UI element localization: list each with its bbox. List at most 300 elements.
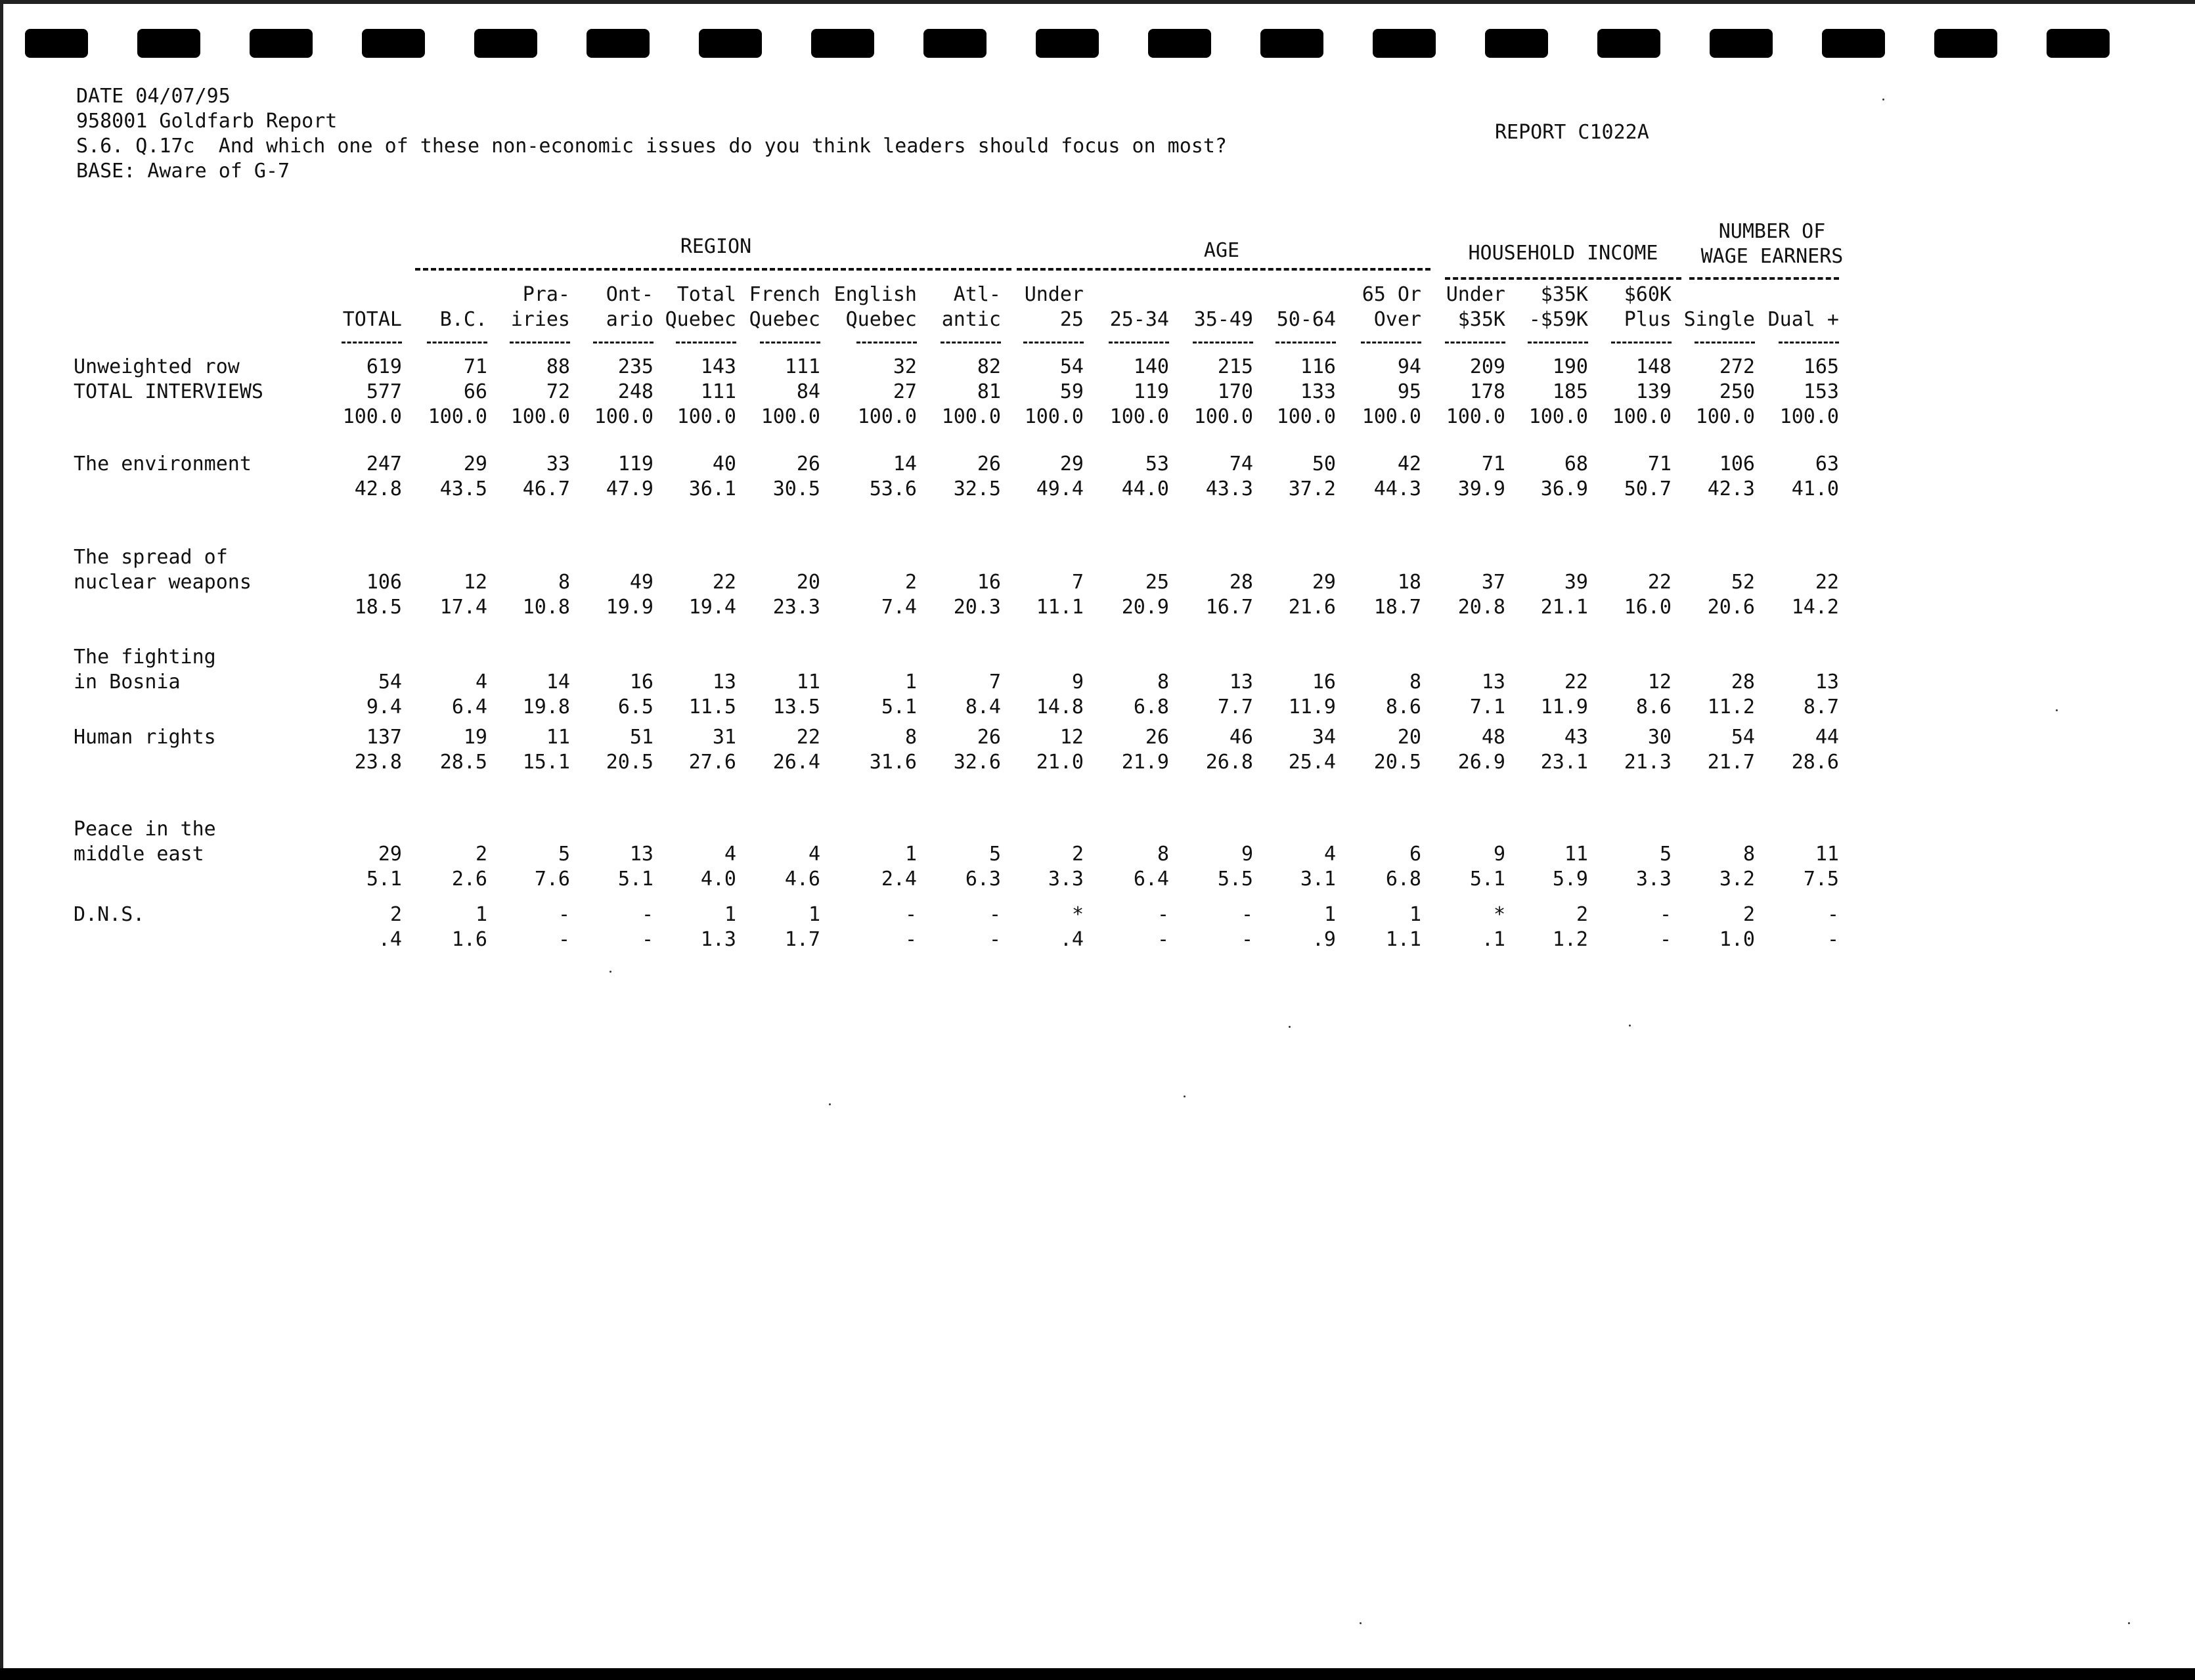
table-cell: 5.1 (366, 868, 402, 891)
table-cell: 170 (1217, 380, 1253, 403)
table-cell: 11 (1564, 843, 1588, 866)
table-cell: 29 (463, 453, 487, 475)
table-cell: 137 (366, 726, 402, 749)
table-cell: 22 (796, 726, 820, 749)
table-cell: 1.2 (1552, 928, 1588, 951)
table-cell: 100.0 (1779, 405, 1839, 428)
table-cell: 185 (1552, 380, 1588, 403)
table-cell: 11 (796, 671, 820, 694)
table-cell: 7.6 (534, 868, 570, 891)
column-header: Atl- antic (941, 283, 1001, 331)
table-cell: 13 (1481, 671, 1505, 694)
table-cell: - (1827, 928, 1839, 951)
table-cell: 119 (617, 453, 654, 475)
table-cell: 23.3 (772, 596, 820, 619)
row-label: The spread of nuclear weapons (74, 546, 252, 594)
table-cell: 49 (629, 571, 654, 594)
group-wage-earners: NUMBER OF WAGE EARNERS (1700, 220, 1844, 268)
table-cell: 28.5 (439, 751, 487, 774)
table-cell: 7 (988, 671, 1001, 694)
table-cell: 20 (796, 571, 820, 594)
feed-hole (1822, 29, 1885, 58)
table-cell: 2.4 (881, 868, 917, 891)
table-cell: 5.1 (1469, 868, 1505, 891)
table-cell: 1 (904, 843, 917, 866)
table-cell: 5.5 (1217, 868, 1253, 891)
table-cell: 27.6 (688, 751, 736, 774)
table-cell: 5.1 (617, 868, 654, 891)
scan-speck (1360, 1622, 1362, 1624)
row-label: The fighting in Bosnia (74, 646, 216, 694)
table-cell: - (988, 903, 1001, 926)
column-header: 65 Or Over (1362, 283, 1421, 331)
table-cell: 1.1 (1385, 928, 1421, 951)
feed-hole (587, 29, 650, 58)
table-cell: 20.5 (606, 751, 654, 774)
column-underline (1695, 342, 1755, 343)
column-underline (593, 342, 654, 343)
table-cell: 22 (712, 571, 736, 594)
report-header (76, 84, 1227, 184)
table-cell: 21.6 (1288, 596, 1336, 619)
scan-speck (1882, 99, 1884, 100)
table-cell: 54 (1731, 726, 1755, 749)
table-cell: 18.7 (1373, 596, 1421, 619)
table-cell: 20.8 (1457, 596, 1505, 619)
table-cell: 100.0 (1612, 405, 1672, 428)
table-cell: 100.0 (761, 405, 820, 428)
group-rule (415, 268, 1011, 271)
row-label: Human rights (74, 726, 216, 749)
table-cell: 5.1 (881, 696, 917, 718)
table-cell: 100.0 (1276, 405, 1336, 428)
scan-speck (1289, 1026, 1291, 1028)
table-cell: 29 (378, 843, 402, 866)
table-cell: 4 (808, 843, 820, 866)
table-cell: 4 (475, 671, 487, 694)
table-cell: 11.2 (1707, 696, 1755, 718)
table-cell: 88 (546, 355, 570, 378)
table-cell: 119 (1133, 380, 1169, 403)
column-underline (1275, 342, 1336, 343)
table-cell: 14 (546, 671, 570, 694)
table-cell: * (1493, 903, 1505, 926)
table-cell: 37.2 (1288, 477, 1336, 500)
table-cell: 44.0 (1121, 477, 1169, 500)
page-top-edge (0, 0, 2195, 4)
table-cell: 46 (1229, 726, 1253, 749)
tractor-feed-holes (25, 29, 2153, 60)
table-cell: 27 (893, 380, 917, 403)
column-underline (510, 342, 570, 343)
table-cell: 100.0 (1193, 405, 1253, 428)
table-cell: 4.6 (784, 868, 820, 891)
table-cell: 4.0 (700, 868, 736, 891)
table-cell: 32.6 (953, 751, 1001, 774)
table-cell: 20 (1397, 726, 1421, 749)
table-cell: 10.8 (522, 596, 570, 619)
table-cell: 13.5 (772, 696, 820, 718)
column-header: $35K -$59K (1528, 283, 1588, 331)
table-cell: 43.5 (439, 477, 487, 500)
table-cell: 21.7 (1707, 751, 1755, 774)
table-cell: 37 (1481, 571, 1505, 594)
table-cell: 11 (546, 726, 570, 749)
feed-hole (362, 29, 425, 58)
table-cell: 7.5 (1803, 868, 1839, 891)
table-cell: 100.0 (594, 405, 654, 428)
table-cell: 71 (1647, 453, 1672, 475)
table-cell: 21.9 (1121, 751, 1169, 774)
table-cell: 6.8 (1133, 696, 1169, 718)
table-cell: 2 (475, 843, 487, 866)
table-cell: - (988, 928, 1001, 951)
table-cell: 190 (1552, 355, 1588, 378)
column-header: Total Quebec (665, 283, 736, 331)
table-cell: 33 (546, 453, 570, 475)
table-cell: 20.9 (1121, 596, 1169, 619)
table-cell: 577 (366, 380, 402, 403)
table-cell: .4 (1059, 928, 1084, 951)
scan-speck (2056, 709, 2058, 711)
table-cell: 143 (700, 355, 736, 378)
feed-hole (1148, 29, 1211, 58)
table-cell: - (1157, 928, 1169, 951)
table-cell: 178 (1469, 380, 1505, 403)
table-cell: 71 (1481, 453, 1505, 475)
column-header: 25-34 (1109, 308, 1169, 331)
table-cell: 32.5 (953, 477, 1001, 500)
table-cell: 19 (463, 726, 487, 749)
table-cell: 16.7 (1205, 596, 1253, 619)
table-cell: 1 (1323, 903, 1336, 926)
table-cell: 18.5 (354, 596, 402, 619)
table-cell: 26.8 (1205, 751, 1253, 774)
table-cell: 248 (617, 380, 654, 403)
table-cell: 9 (1493, 843, 1505, 866)
table-cell: 11.9 (1540, 696, 1588, 718)
table-cell: 26 (977, 726, 1001, 749)
table-cell: 40 (712, 453, 736, 475)
table-cell: 111 (700, 380, 736, 403)
table-cell: 106 (366, 571, 402, 594)
column-underline (1193, 342, 1253, 343)
table-cell: 74 (1229, 453, 1253, 475)
group-rule (1017, 268, 1430, 271)
table-cell: 39.9 (1457, 477, 1505, 500)
table-cell: - (1241, 928, 1253, 951)
table-cell: 100.0 (428, 405, 487, 428)
table-cell: 7.1 (1469, 696, 1505, 718)
table-cell: 95 (1397, 380, 1421, 403)
table-cell: 22 (1647, 571, 1672, 594)
table-cell: 43 (1564, 726, 1588, 749)
table-cell: 23.1 (1540, 751, 1588, 774)
column-underline (1361, 342, 1421, 343)
table-cell: 51 (629, 726, 654, 749)
table-cell: 63 (1815, 453, 1839, 475)
table-cell: 8.6 (1385, 696, 1421, 718)
table-cell: 49.4 (1036, 477, 1084, 500)
table-cell: 26.9 (1457, 751, 1505, 774)
table-cell: 139 (1635, 380, 1672, 403)
scan-speck (829, 1103, 831, 1105)
table-cell: 12 (1647, 671, 1672, 694)
column-header: French Quebec (749, 283, 820, 331)
table-cell: 250 (1719, 380, 1755, 403)
table-cell: 50 (1312, 453, 1336, 475)
feed-hole (25, 29, 88, 58)
column-header: Ont- ario (606, 283, 654, 331)
table-cell: 19.8 (522, 696, 570, 718)
table-cell: 16.0 (1624, 596, 1672, 619)
table-cell: 1 (475, 903, 487, 926)
table-cell: 100.0 (857, 405, 917, 428)
table-cell: 53 (1145, 453, 1169, 475)
table-cell: 8 (1157, 671, 1169, 694)
table-cell: - (641, 903, 654, 926)
feed-hole (250, 29, 313, 58)
table-cell: 52 (1731, 571, 1755, 594)
group-rule (1445, 277, 1681, 280)
column-underline (1109, 342, 1169, 343)
table-cell: 215 (1217, 355, 1253, 378)
table-cell: 8 (904, 726, 917, 749)
table-cell: 42.3 (1707, 477, 1755, 500)
row-label: The environment (74, 453, 252, 475)
table-cell: 1 (904, 671, 917, 694)
table-cell: 619 (366, 355, 402, 378)
table-cell: 71 (463, 355, 487, 378)
table-cell: 6.3 (965, 868, 1001, 891)
table-cell: 2 (1742, 903, 1755, 926)
table-cell: 41.0 (1791, 477, 1839, 500)
table-cell: 36.1 (688, 477, 736, 500)
table-cell: 42.8 (354, 477, 402, 500)
column-underline (941, 342, 1001, 343)
table-cell: - (1241, 903, 1253, 926)
table-cell: 72 (546, 380, 570, 403)
table-cell: 18 (1397, 571, 1421, 594)
feed-hole (1036, 29, 1099, 58)
table-cell: 20.6 (1707, 596, 1755, 619)
table-cell: 13 (1229, 671, 1253, 694)
row-label: Unweighted row TOTAL INTERVIEWS (74, 355, 263, 403)
table-cell: 94 (1397, 355, 1421, 378)
column-underline (1445, 342, 1505, 343)
table-cell: 34 (1312, 726, 1336, 749)
table-cell: 26 (796, 453, 820, 475)
table-cell: - (1827, 903, 1839, 926)
column-underline (1023, 342, 1084, 343)
table-cell: 4 (724, 843, 736, 866)
table-cell: 29 (1059, 453, 1084, 475)
table-cell: 26 (977, 453, 1001, 475)
scan-speck (1629, 1025, 1631, 1027)
table-cell: 54 (378, 671, 402, 694)
table-cell: 15.1 (522, 751, 570, 774)
table-cell: 14.2 (1791, 596, 1839, 619)
table-cell: 100.0 (1024, 405, 1084, 428)
table-cell: 43.3 (1205, 477, 1253, 500)
feed-hole (137, 29, 200, 58)
table-cell: 6.4 (1133, 868, 1169, 891)
table-cell: 17.4 (439, 596, 487, 619)
table-cell: 23.8 (354, 751, 402, 774)
scan-speck (1184, 1095, 1186, 1097)
column-underline (760, 342, 820, 343)
table-cell: 21.0 (1036, 751, 1084, 774)
table-cell: 54 (1059, 355, 1084, 378)
column-header: English Quebec (833, 283, 917, 331)
table-cell: 1.3 (700, 928, 736, 951)
table-cell: 100.0 (941, 405, 1001, 428)
column-underline (1528, 342, 1588, 343)
report-number: REPORT C1022A (1495, 121, 1649, 144)
table-cell: 7.7 (1217, 696, 1253, 718)
table-cell: 29 (1312, 571, 1336, 594)
table-cell: 2 (904, 571, 917, 594)
column-header: Dual + (1767, 308, 1839, 331)
table-cell: 19.9 (606, 596, 654, 619)
table-cell: 2.6 (451, 868, 487, 891)
column-underline (342, 342, 402, 343)
table-cell: .1 (1481, 928, 1505, 951)
table-cell: 9 (1071, 671, 1084, 694)
table-cell: 28 (1731, 671, 1755, 694)
table-cell: 8.4 (965, 696, 1001, 718)
table-cell: - (558, 903, 570, 926)
table-cell: 8 (1157, 843, 1169, 866)
table-cell: 2 (1576, 903, 1588, 926)
table-cell: 44 (1815, 726, 1839, 749)
table-cell: 22 (1815, 571, 1839, 594)
column-header: B.C. (439, 308, 487, 331)
table-cell: 3.2 (1719, 868, 1755, 891)
table-cell: 16 (629, 671, 654, 694)
table-cell: 53.6 (869, 477, 917, 500)
table-cell: 7 (1071, 571, 1084, 594)
table-cell: 30.5 (772, 477, 820, 500)
table-cell: 25 (1145, 571, 1169, 594)
table-cell: - (641, 928, 654, 951)
table-cell: 3.3 (1048, 868, 1084, 891)
feed-hole (474, 29, 537, 58)
table-cell: 59 (1059, 380, 1084, 403)
table-cell: 2 (389, 903, 402, 926)
table-cell: 44.3 (1373, 477, 1421, 500)
table-cell: 42 (1397, 453, 1421, 475)
table-cell: - (904, 928, 917, 951)
table-cell: - (904, 903, 917, 926)
table-cell: 6 (1409, 843, 1421, 866)
table-cell: 13 (629, 843, 654, 866)
feed-hole (1597, 29, 1660, 58)
feed-hole (699, 29, 762, 58)
table-cell: 12 (463, 571, 487, 594)
table-cell: 82 (977, 355, 1001, 378)
feed-hole (1934, 29, 1997, 58)
column-header: 35-49 (1193, 308, 1253, 331)
table-cell: 26.4 (772, 751, 820, 774)
table-cell: .9 (1312, 928, 1336, 951)
table-cell: 8.6 (1635, 696, 1672, 718)
column-underline (427, 342, 487, 343)
group-household-income: HOUSEHOLD INCOME (1468, 242, 1658, 265)
table-cell: .4 (378, 928, 402, 951)
report-title: 958001 Goldfarb Report (76, 110, 338, 133)
table-cell: 20.3 (953, 596, 1001, 619)
group-rule (1689, 277, 1839, 280)
column-underline (676, 342, 736, 343)
column-header: Pra- iries (510, 283, 570, 331)
table-cell: 11.9 (1288, 696, 1336, 718)
table-cell: 116 (1300, 355, 1336, 378)
feed-hole (923, 29, 987, 58)
table-cell: 5 (1659, 843, 1672, 866)
table-cell: 13 (1815, 671, 1839, 694)
table-cell: 30 (1647, 726, 1672, 749)
table-cell: 28.6 (1791, 751, 1839, 774)
table-cell: 39 (1564, 571, 1588, 594)
table-cell: 1 (724, 903, 736, 926)
table-cell: 26 (1145, 726, 1169, 749)
table-cell: 20.5 (1373, 751, 1421, 774)
feed-hole (2047, 29, 2110, 58)
scan-speck (2128, 1622, 2130, 1624)
table-cell: 3.1 (1300, 868, 1336, 891)
table-cell: 100.0 (1109, 405, 1169, 428)
table-cell: 12 (1059, 726, 1084, 749)
table-cell: 4 (1323, 843, 1336, 866)
table-cell: 100.0 (676, 405, 736, 428)
table-cell: 46.7 (522, 477, 570, 500)
group-age: AGE (1203, 239, 1240, 262)
table-cell: 6.4 (451, 696, 487, 718)
column-underline (856, 342, 917, 343)
feed-hole (1710, 29, 1773, 58)
table-cell: - (1659, 903, 1672, 926)
column-header: Under 25 (1024, 283, 1084, 331)
table-cell: - (1659, 928, 1672, 951)
table-cell: 100.0 (342, 405, 402, 428)
table-cell: 235 (617, 355, 654, 378)
table-cell: 32 (893, 355, 917, 378)
column-header: Single (1683, 308, 1755, 331)
table-cell: * (1071, 903, 1084, 926)
table-cell: 13 (712, 671, 736, 694)
table-cell: 68 (1564, 453, 1588, 475)
table-cell: 5 (988, 843, 1001, 866)
table-cell: 9 (1241, 843, 1253, 866)
table-cell: 8 (1742, 843, 1755, 866)
table-cell: 36.9 (1540, 477, 1588, 500)
table-cell: 1.7 (784, 928, 820, 951)
table-cell: 25.4 (1288, 751, 1336, 774)
table-cell: 133 (1300, 380, 1336, 403)
scan-speck (610, 971, 611, 973)
column-header: 50-64 (1276, 308, 1336, 331)
table-cell: 6.8 (1385, 868, 1421, 891)
table-cell: 247 (366, 453, 402, 475)
table-cell: 8 (1409, 671, 1421, 694)
table-cell: 19.4 (688, 596, 736, 619)
table-cell: 48 (1481, 726, 1505, 749)
feed-hole (1485, 29, 1548, 58)
table-cell: 111 (784, 355, 820, 378)
table-cell: 1.0 (1719, 928, 1755, 951)
table-cell: 14 (893, 453, 917, 475)
